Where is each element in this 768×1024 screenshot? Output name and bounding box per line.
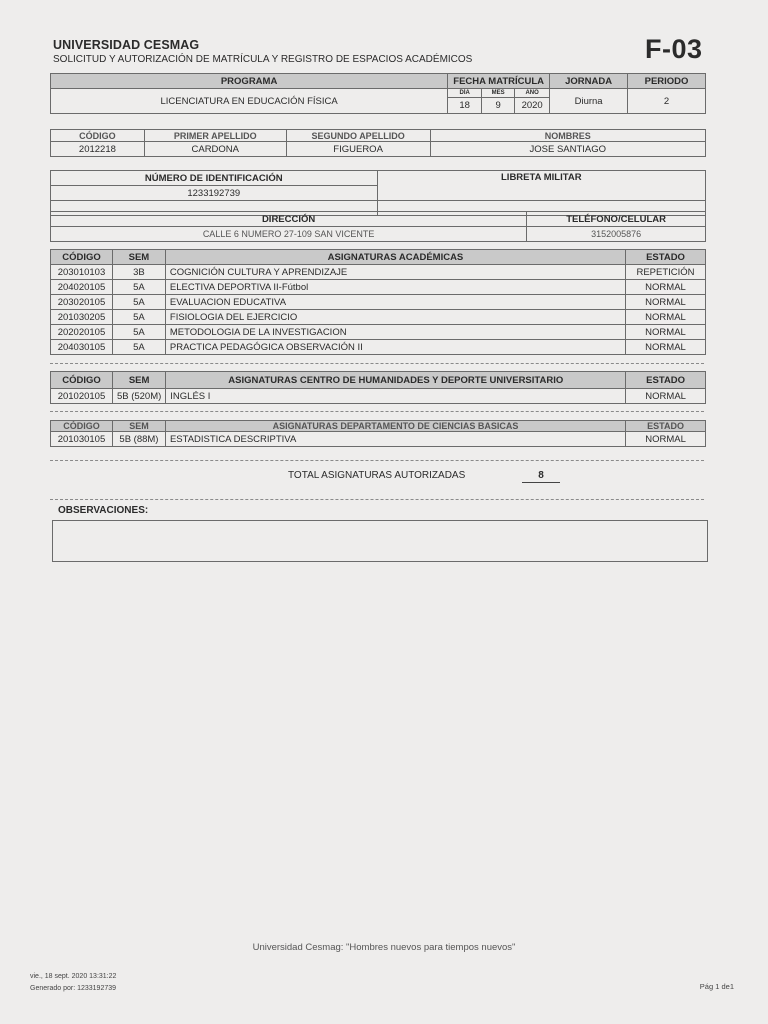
academic-codigo-header: CÓDIGO bbox=[51, 250, 113, 265]
subject-semester: 5A bbox=[112, 310, 165, 325]
address-table bbox=[50, 211, 706, 242]
academic-subjects-table bbox=[50, 249, 706, 355]
subject-name: ELECTIVA DEPORTIVA II-Fútbol bbox=[165, 280, 625, 295]
basic-asignaturas-header: ASIGNATURAS DEPARTAMENTO DE CIENCIAS BASICAS bbox=[165, 421, 625, 432]
fecha-matricula-header: FECHA MATRÍCULA bbox=[448, 74, 550, 89]
subject-name: METODOLOGIA DE LA INVESTIGACION bbox=[165, 325, 625, 340]
jornada-header: JORNADA bbox=[550, 74, 628, 89]
humanities-asignaturas-header: ASIGNATURAS CENTRO DE HUMANIDADES Y DEPORTE UNIVERSITARIO bbox=[166, 372, 626, 389]
basic-sciences-subjects-table bbox=[50, 420, 706, 447]
total-label: TOTAL ASIGNATURAS AUTORIZADAS bbox=[288, 470, 466, 481]
nombres-header: NOMBRES bbox=[430, 130, 705, 142]
basic-codigo-header: CÓDIGO bbox=[51, 421, 113, 432]
page-number: Pág 1 de1 bbox=[699, 982, 734, 991]
direccion-value: CALLE 6 NUMERO 27-109 SAN VICENTE bbox=[51, 227, 527, 242]
subject-semester: 5A bbox=[112, 280, 165, 295]
periodo-value: 2 bbox=[628, 89, 706, 114]
subject-name: EVALUACION EDUCATIVA bbox=[165, 295, 625, 310]
humanities-codigo-header: CÓDIGO bbox=[51, 372, 113, 389]
university-motto: Universidad Cesmag: "Hombres nuevos para tiempos nuevos" bbox=[252, 942, 516, 953]
subject-code: 203010103 bbox=[51, 265, 113, 280]
anio-value: 2020 bbox=[515, 98, 550, 114]
subject-semester: 5A bbox=[112, 325, 165, 340]
humanities-subjects-table bbox=[50, 371, 706, 404]
dia-value: 18 bbox=[448, 98, 482, 114]
programa-value: LICENCIATURA EN EDUCACIÓN FÍSICA bbox=[51, 89, 448, 114]
periodo-header: PERIODO bbox=[628, 74, 706, 89]
subject-name: INGLÉS I bbox=[166, 389, 626, 404]
identificacion-header: NÚMERO DE IDENTIFICACIÓN bbox=[51, 171, 378, 186]
dia-label: DÍA bbox=[448, 89, 482, 98]
form-code: F-03 bbox=[645, 34, 703, 64]
subject-status: REPETICIÓN bbox=[626, 265, 706, 280]
subject-name: FISIOLOGIA DEL EJERCICIO bbox=[165, 310, 625, 325]
basic-sem-header: SEM bbox=[112, 421, 165, 432]
codigo-value: 2012218 bbox=[51, 142, 145, 157]
subject-status: NORMAL bbox=[626, 432, 706, 447]
identificacion-value: 1233192739 bbox=[51, 186, 378, 201]
subject-status: NORMAL bbox=[626, 325, 706, 340]
subject-semester: 3B bbox=[112, 265, 165, 280]
form-subtitle: SOLICITUD Y AUTORIZACIÓN DE MATRÍCULA Y REGISTRO DE ESPACIOS ACADÉMICOS bbox=[53, 54, 473, 65]
subject-code: 201030105 bbox=[51, 432, 113, 447]
basic-estado-header: ESTADO bbox=[626, 421, 706, 432]
direccion-header: DIRECCIÓN bbox=[51, 212, 527, 227]
mes-label: MES bbox=[482, 89, 515, 98]
mes-value: 9 bbox=[482, 98, 515, 114]
subject-row bbox=[51, 340, 706, 355]
section-divider bbox=[50, 460, 704, 461]
subject-semester: 5B (88M) bbox=[112, 432, 165, 447]
subject-semester: 5B (520M) bbox=[112, 389, 165, 404]
libreta-militar-header: LIBRETA MILITAR bbox=[377, 171, 705, 201]
student-table bbox=[50, 129, 706, 157]
subject-status: NORMAL bbox=[626, 295, 706, 310]
subject-status: NORMAL bbox=[626, 340, 706, 355]
section-divider bbox=[50, 363, 704, 364]
nombres-value: JOSE SANTIAGO bbox=[430, 142, 705, 157]
subject-row bbox=[51, 280, 706, 295]
observations-label: OBSERVACIONES: bbox=[58, 505, 149, 516]
print-date: vie., 18 sept. 2020 13:31:22 bbox=[30, 973, 117, 980]
anio-label: AÑO bbox=[515, 89, 550, 98]
subject-row bbox=[51, 310, 706, 325]
subject-status: NORMAL bbox=[626, 310, 706, 325]
subject-code: 202020105 bbox=[51, 325, 113, 340]
subject-code: 204020105 bbox=[51, 280, 113, 295]
section-divider bbox=[50, 499, 704, 500]
subject-row bbox=[51, 432, 706, 447]
humanities-estado-header: ESTADO bbox=[626, 372, 706, 389]
subject-name: PRACTICA PEDAGÓGICA OBSERVACIÓN II bbox=[165, 340, 625, 355]
codigo-header: CÓDIGO bbox=[51, 130, 145, 142]
subject-code: 203020105 bbox=[51, 295, 113, 310]
subject-name: COGNICIÓN CULTURA Y APRENDIZAJE bbox=[165, 265, 625, 280]
observations-box bbox=[52, 520, 708, 562]
subject-code: 204030105 bbox=[51, 340, 113, 355]
academic-sem-header: SEM bbox=[112, 250, 165, 265]
subject-status: NORMAL bbox=[626, 280, 706, 295]
subject-row bbox=[51, 325, 706, 340]
subject-row bbox=[51, 265, 706, 280]
identification-table bbox=[50, 170, 706, 216]
subject-row bbox=[51, 295, 706, 310]
subject-semester: 5A bbox=[112, 340, 165, 355]
segundo-apellido-value: FIGUEROA bbox=[286, 142, 430, 157]
subject-name: ESTADISTICA DESCRIPTIVA bbox=[165, 432, 625, 447]
subject-code: 201020105 bbox=[51, 389, 113, 404]
subject-semester: 5A bbox=[112, 295, 165, 310]
humanities-sem-header: SEM bbox=[112, 372, 165, 389]
primer-apellido-value: CARDONA bbox=[144, 142, 286, 157]
telefono-header: TELÉFONO/CELULAR bbox=[527, 212, 706, 227]
segundo-apellido-header: SEGUNDO APELLIDO bbox=[286, 130, 430, 142]
academic-estado-header: ESTADO bbox=[626, 250, 706, 265]
university-name: UNIVERSIDAD CESMAG bbox=[53, 38, 200, 52]
subject-status: NORMAL bbox=[626, 389, 706, 404]
telefono-value: 3152005876 bbox=[527, 227, 706, 242]
academic-asignaturas-header: ASIGNATURAS ACADÉMICAS bbox=[165, 250, 625, 265]
jornada-value: Diurna bbox=[550, 89, 628, 114]
program-table bbox=[50, 73, 706, 114]
generated-by: Generado por: 1233192739 bbox=[30, 985, 117, 992]
subject-row bbox=[51, 389, 706, 404]
programa-header: PROGRAMA bbox=[51, 74, 448, 89]
primer-apellido-header: PRIMER APELLIDO bbox=[144, 130, 286, 142]
subject-code: 201030205 bbox=[51, 310, 113, 325]
section-divider bbox=[50, 411, 704, 412]
total-value: 8 bbox=[522, 470, 560, 483]
